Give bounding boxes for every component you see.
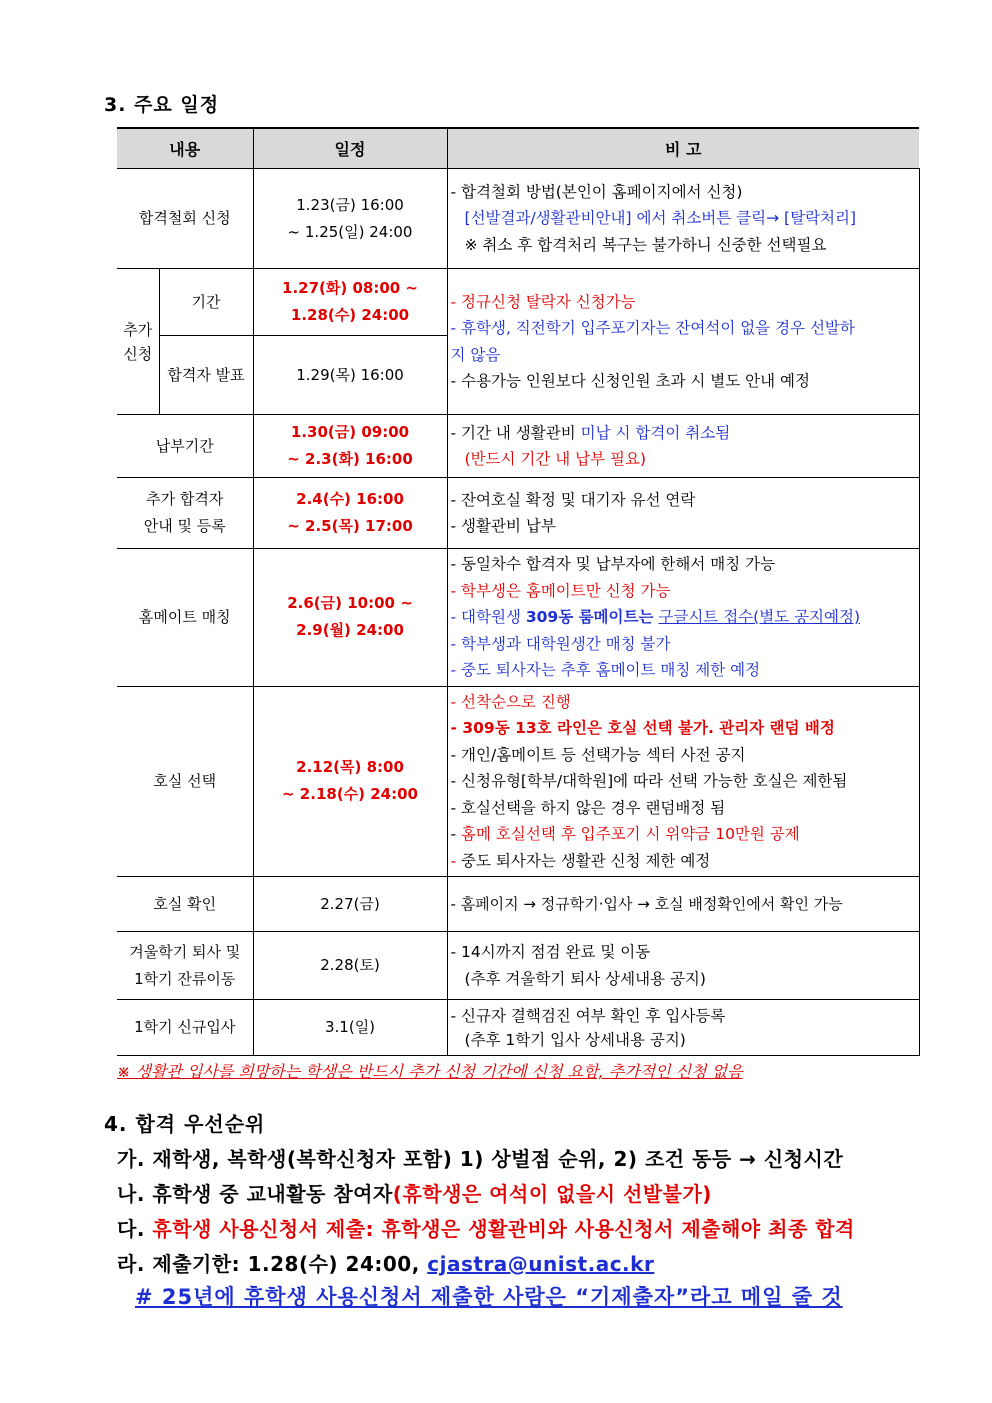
header-schedule: 일정 bbox=[253, 128, 447, 169]
row-label: 호실 선택 bbox=[117, 686, 253, 877]
priority-na: 나. 휴학생 중 교내활동 참여자(휴학생은 여석이 없을시 선발불가) bbox=[117, 1182, 712, 1206]
table-row bbox=[117, 686, 919, 877]
row-sublabel: 합격자 발표 bbox=[159, 336, 253, 415]
row-date: 1.23(금) 16:00 ~ 1.25(일) 24:00 bbox=[253, 169, 447, 269]
section-4-title: 4. 합격 우선순위 bbox=[104, 1112, 266, 1136]
table-header-row bbox=[117, 128, 919, 169]
header-content: 내용 bbox=[117, 128, 253, 169]
table-row bbox=[117, 478, 919, 549]
row-sublabel: 기간 bbox=[159, 269, 253, 336]
row-remarks: - 선착순으로 진행 - 309동 13호 라인은 호실 선택 불가. 관리자 랜덤 배정 - 개인/홈메이트 등 선택가능 섹터 사전 공지 - 신청유형[학부/대학원]에 따라 선택 가능한 호실은 제한됨 - 호실선택을 하지 않은 경우 랜덤배정 됨 - 홈메 호실선택 후 입주포기 시 위약금 10만원 공제 - 중도 퇴사자는 생활관 신청 제한 예정 bbox=[447, 686, 919, 877]
row-remarks: - 정규신청 탈락자 신청가능 - 휴학생, 직전학기 입주포기자는 잔여석이 없을 경우 선발하 지 않음 - 수용가능 인원보다 신청인원 초과 시 별도 안내 예정 bbox=[447, 269, 919, 415]
table-row bbox=[117, 169, 919, 269]
row-remarks: - 잔여호실 확정 및 대기자 유선 연락 - 생활관비 납부 bbox=[447, 478, 919, 549]
table-row bbox=[117, 415, 919, 478]
table-row bbox=[117, 1000, 919, 1056]
row-date: 1.30(금) 09:00 ~ 2.3(화) 16:00 bbox=[253, 415, 447, 478]
row-date: 3.1(일) bbox=[253, 1000, 447, 1056]
priority-da: 다. 휴학생 사용신청서 제출: 휴학생은 생활관비와 사용신청서 제출해야 최종 합격 bbox=[117, 1217, 855, 1241]
row-remarks: - 합격철회 방법(본인이 홈페이지에서 신청) [선발결과/생활관비안내] 에서 취소버튼 클릭→ [탈락처리] ※ 취소 후 합격처리 복구는 불가하니 신중한 선택필요 bbox=[447, 169, 919, 269]
table-row bbox=[117, 269, 919, 336]
table-row bbox=[117, 549, 919, 687]
row-group-label: 추가 신청 bbox=[117, 269, 159, 415]
schedule-table bbox=[117, 127, 920, 1056]
row-label: 호실 확인 bbox=[117, 877, 253, 932]
row-remarks: - 기간 내 생활관비 미납 시 합격이 취소됨 (반드시 기간 내 납부 필요) bbox=[447, 415, 919, 478]
row-label: 추가 합격자 안내 및 등록 bbox=[117, 478, 253, 549]
section-3-title: 3. 주요 일정 bbox=[104, 94, 220, 116]
table-row bbox=[117, 877, 919, 932]
row-label: 납부기간 bbox=[117, 415, 253, 478]
row-remarks: - 신규자 결핵검진 여부 확인 후 입사등록 (추후 1학기 입사 상세내용 공지) bbox=[447, 1000, 919, 1056]
row-date: 2.4(수) 16:00 ~ 2.5(목) 17:00 bbox=[253, 478, 447, 549]
priority-ga: 가. 재학생, 복학생(복학신청자 포함) 1) 상벌점 순위, 2) 조건 동등 → 신청시간 bbox=[117, 1147, 844, 1171]
row-date: 1.27(화) 08:00 ~ 1.28(수) 24:00 bbox=[253, 269, 447, 336]
table-row bbox=[117, 932, 919, 1000]
email-link[interactable]: cjastra@unist.ac.kr bbox=[427, 1252, 655, 1276]
row-label: 홈메이트 매칭 bbox=[117, 549, 253, 687]
row-label: 합격철회 신청 bbox=[117, 169, 253, 269]
row-remarks: - 14시까지 점검 완료 및 이동 (추후 겨울학기 퇴사 상세내용 공지) bbox=[447, 932, 919, 1000]
row-date: 2.12(목) 8:00 ~ 2.18(수) 24:00 bbox=[253, 686, 447, 877]
row-label: 겨울학기 퇴사 및 1학기 잔류이동 bbox=[117, 932, 253, 1000]
note-2025-submitters: # 25년에 휴학생 사용신청서 제출한 사람은 “기제출자”라고 메일 줄 것 bbox=[135, 1285, 843, 1309]
header-remarks: 비 고 bbox=[447, 128, 919, 169]
row-date: 2.6(금) 10:00 ~ 2.9(월) 24:00 bbox=[253, 549, 447, 687]
row-date: 2.27(금) bbox=[253, 877, 447, 932]
row-remarks: - 홈페이지 → 정규학기·입사 → 호실 배정확인에서 확인 가능 bbox=[447, 877, 919, 932]
row-label: 1학기 신규입사 bbox=[117, 1000, 253, 1056]
priority-ra: 라. 제출기한: 1.28(수) 24:00, cjastra@unist.ac.kr bbox=[117, 1252, 655, 1276]
row-date: 1.29(목) 16:00 bbox=[253, 336, 447, 415]
row-date: 2.28(토) bbox=[253, 932, 447, 1000]
row-remarks: - 동일차수 합격자 및 납부자에 한해서 매칭 가능 - 학부생은 홈메이트만 신청 가능 - 대학원생 309동 룸메이트는 구글시트 접수(별도 공지예정) - 학부생과 대학원생간 매칭 불가 - 중도 퇴사자는 추후 홈메이트 매칭 제한 예정 bbox=[447, 549, 919, 687]
footnote: ※ 생활관 입사를 희망하는 학생은 반드시 추가 신청 기간에 신청 요함, 추가적인 신청 없음 bbox=[117, 1062, 743, 1081]
